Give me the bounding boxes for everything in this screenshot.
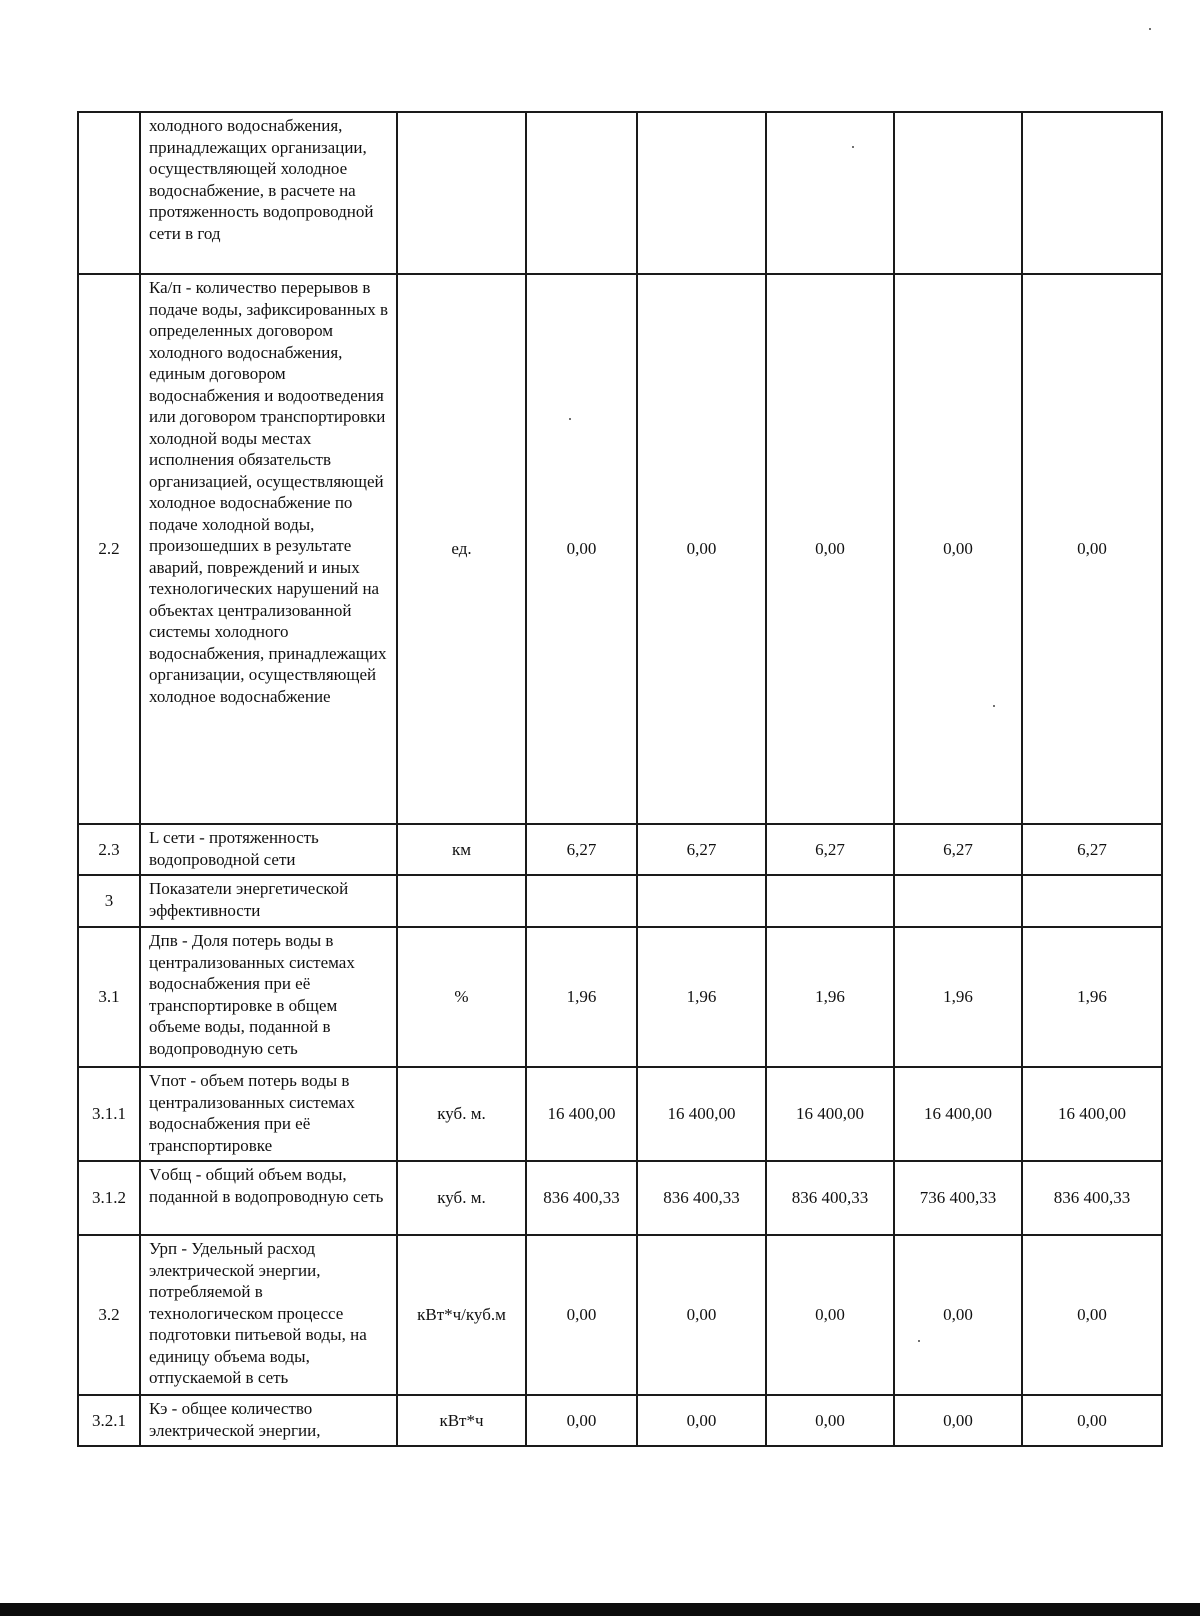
row-number: 2.2	[78, 274, 140, 824]
scan-edge-bar	[0, 1603, 1200, 1616]
value-cell	[1022, 875, 1162, 927]
scan-speck	[993, 705, 995, 707]
unit-cell	[397, 875, 526, 927]
value-cell: 0,00	[526, 1395, 637, 1446]
value-cell: 16 400,00	[526, 1067, 637, 1161]
row-number	[78, 112, 140, 274]
value-cell	[526, 112, 637, 274]
value-cell: 16 400,00	[766, 1067, 894, 1161]
value-cell: 16 400,00	[894, 1067, 1022, 1161]
value-cell: 836 400,33	[526, 1161, 637, 1235]
value-cell: 1,96	[1022, 927, 1162, 1067]
value-cell: 0,00	[637, 1235, 766, 1395]
value-cell	[894, 112, 1022, 274]
value-cell	[637, 875, 766, 927]
value-cell: 1,96	[637, 927, 766, 1067]
scan-speck	[1149, 28, 1151, 30]
row-number: 3.1	[78, 927, 140, 1067]
value-cell	[766, 875, 894, 927]
value-cell: 0,00	[1022, 274, 1162, 824]
indicator-name: Дпв - Доля потерь воды в централизованных системах водоснабжения при её транспортировке в общем объеме воды, поданной в водопроводную сеть	[140, 927, 397, 1067]
indicator-name: Урп - Удельный расход электрической энергии, потребляемой в технологическом процессе подготовки питьевой воды, на единицу объема воды, отпускаемой в сеть	[140, 1235, 397, 1395]
value-cell: 16 400,00	[637, 1067, 766, 1161]
indicator-name: Vпот - объем потерь воды в централизованных системах водоснабжения при её транспортировке	[140, 1067, 397, 1161]
indicator-name: холодного водоснабжения, принадлежащих организации, осуществляющей холодное водоснабжение, в расчете на протяженность водопроводной сети в год	[140, 112, 397, 274]
indicator-name: Показатели энергетической эффективности	[140, 875, 397, 927]
table-row	[78, 1161, 1162, 1235]
value-cell: 836 400,33	[766, 1161, 894, 1235]
value-cell: 6,27	[1022, 824, 1162, 875]
table-row	[78, 112, 1162, 274]
value-cell: 0,00	[637, 274, 766, 824]
unit-cell: км	[397, 824, 526, 875]
indicator-name: Кэ - общее количество электрической энергии,	[140, 1395, 397, 1446]
table-row	[78, 1395, 1162, 1446]
value-cell: 836 400,33	[637, 1161, 766, 1235]
row-number: 2.3	[78, 824, 140, 875]
value-cell	[1022, 112, 1162, 274]
table-row	[78, 875, 1162, 927]
value-cell	[637, 112, 766, 274]
unit-cell: кВт*ч	[397, 1395, 526, 1446]
indicator-name: L сети - протяженность водопроводной сети	[140, 824, 397, 875]
scan-speck	[852, 146, 854, 148]
row-number: 3.1.1	[78, 1067, 140, 1161]
value-cell: 1,96	[526, 927, 637, 1067]
indicator-name: Vобщ - общий объем воды, поданной в водопроводную сеть	[140, 1161, 397, 1235]
value-cell: 0,00	[526, 1235, 637, 1395]
value-cell	[766, 112, 894, 274]
table-row	[78, 1235, 1162, 1395]
value-cell: 6,27	[526, 824, 637, 875]
unit-cell: куб. м.	[397, 1067, 526, 1161]
unit-cell: куб. м.	[397, 1161, 526, 1235]
scan-speck	[569, 418, 571, 420]
table-row	[78, 274, 1162, 824]
unit-cell: кВт*ч/куб.м	[397, 1235, 526, 1395]
table-row	[78, 824, 1162, 875]
value-cell: 6,27	[766, 824, 894, 875]
value-cell: 0,00	[894, 1395, 1022, 1446]
scan-speck	[918, 1340, 920, 1342]
indicators-table	[77, 111, 1163, 1447]
row-number: 3.1.2	[78, 1161, 140, 1235]
unit-cell	[397, 112, 526, 274]
value-cell: 0,00	[894, 274, 1022, 824]
value-cell: 6,27	[637, 824, 766, 875]
row-number: 3.2	[78, 1235, 140, 1395]
row-number: 3.2.1	[78, 1395, 140, 1446]
value-cell: 1,96	[894, 927, 1022, 1067]
value-cell: 736 400,33	[894, 1161, 1022, 1235]
value-cell: 0,00	[1022, 1395, 1162, 1446]
value-cell: 0,00	[1022, 1235, 1162, 1395]
value-cell	[526, 875, 637, 927]
indicator-name: Ка/п - количество перерывов в подаче воды, зафиксированных в определенных договором холодного водоснабжения, единым договором водоснабжения и водоотведения или договором транспортировки холодной воды местах исполнения обязательств организацией, осуществляющей холодное водоснабжение по подаче холодной воды, произошедших в результате аварий, повреждений и иных технологических нарушений на объектах централизованной системы холодного водоснабжения, принадлежащих организации, осуществляющей холодное водоснабжение	[140, 274, 397, 824]
value-cell: 16 400,00	[1022, 1067, 1162, 1161]
table-row	[78, 1067, 1162, 1161]
value-cell: 0,00	[766, 1395, 894, 1446]
row-number: 3	[78, 875, 140, 927]
value-cell: 0,00	[894, 1235, 1022, 1395]
value-cell	[894, 875, 1022, 927]
value-cell: 0,00	[526, 274, 637, 824]
value-cell: 836 400,33	[1022, 1161, 1162, 1235]
value-cell: 1,96	[766, 927, 894, 1067]
value-cell: 0,00	[766, 1235, 894, 1395]
unit-cell: %	[397, 927, 526, 1067]
unit-cell: ед.	[397, 274, 526, 824]
value-cell: 0,00	[637, 1395, 766, 1446]
table-row	[78, 927, 1162, 1067]
value-cell: 6,27	[894, 824, 1022, 875]
value-cell: 0,00	[766, 274, 894, 824]
